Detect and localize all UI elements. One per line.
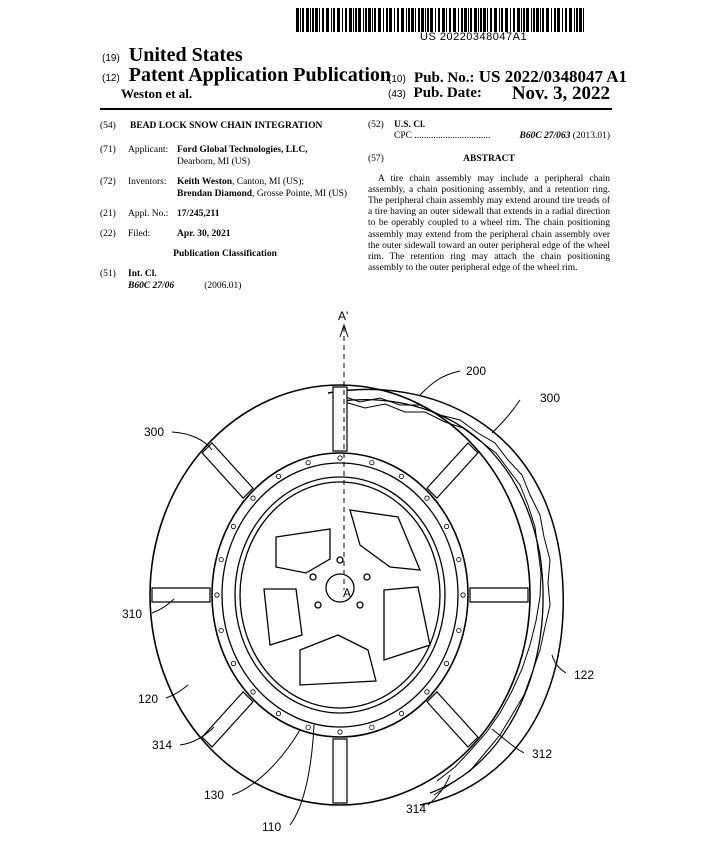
chain-positioning-spoke: [427, 443, 478, 498]
leader-312: [492, 729, 524, 753]
rim-bolt: [338, 730, 342, 734]
wheel-opening-top: [350, 510, 420, 570]
pub-number: US 2022/0348047 A1: [478, 67, 628, 86]
cpc-class: B60C 27/063: [519, 131, 571, 142]
axis-label-top: A': [338, 309, 349, 323]
rim-bolt: [251, 496, 255, 500]
pub-number-code: (10): [388, 74, 406, 85]
rim-bolt: [215, 593, 219, 597]
rim-bolt: [399, 711, 403, 715]
patent-title: BEAD LOCK SNOW CHAIN INTEGRATION: [130, 121, 323, 131]
pub-date-label: Pub. Date:: [413, 85, 482, 101]
barcode: [296, 8, 588, 32]
rim-bolt: [251, 690, 255, 694]
applicant-label: Applicant:: [128, 145, 169, 155]
bibliographic-fields: [100, 120, 350, 300]
wheel-opening-lowerleft: [264, 589, 302, 645]
cpc-year: (2013.01): [572, 131, 610, 142]
publication-classification-heading: Publication Classification: [173, 249, 277, 259]
rim-bolt: [219, 557, 223, 561]
ref-130: 130: [204, 788, 225, 802]
rim-inner-ring: [235, 477, 445, 713]
int-cl-year: (2006.01): [204, 281, 242, 291]
publication-type-code: (12): [102, 73, 120, 84]
us-cl-field: [368, 120, 610, 142]
country-name: United States: [128, 44, 243, 66]
lug-1: [337, 557, 343, 563]
ref-200: 200: [466, 364, 487, 378]
ref-312: 312: [532, 747, 553, 761]
rim-outer-ring: [212, 453, 468, 737]
chain-positioning-spoke: [202, 692, 253, 747]
applicant-code: (71): [100, 145, 116, 155]
axis-label-center: A: [343, 586, 352, 600]
int-cl-field: [100, 268, 350, 292]
rim-bolt: [306, 460, 310, 464]
lug-4: [315, 602, 321, 608]
inventor-2-location: , Grosse Pointe, MI (US): [252, 189, 348, 199]
patent-figure: [0, 305, 720, 843]
wheel-opening-bottom: [300, 635, 376, 685]
rim-bolt: [457, 628, 461, 632]
rim-inner-ring-2: [240, 482, 440, 708]
leader-200: [420, 371, 460, 395]
abstract-code: (57): [368, 154, 384, 165]
inventor-1-location: , Canton, MI (US);: [231, 177, 305, 187]
classification-and-abstract: [368, 120, 610, 274]
cpc-line: [394, 131, 610, 142]
us-cl-label: U.S. Cl.: [394, 120, 426, 130]
rim-bolt: [444, 524, 448, 528]
rim-bolt: [306, 725, 310, 729]
lug-3: [357, 602, 363, 608]
int-cl-label: Int. Cl.: [128, 269, 157, 279]
filed-date: Apr. 30, 2021: [177, 229, 231, 239]
rim-bolt: [461, 593, 465, 597]
chain-positioning-spoke: [427, 692, 478, 747]
appl-no-label: Appl. No.:: [128, 209, 169, 219]
ref-110: 110: [262, 820, 282, 834]
rim-bolt: [425, 496, 429, 500]
rim-bolt: [425, 690, 429, 694]
ref-314-left: 314: [152, 738, 173, 752]
chain-positioning-spoke: [333, 739, 347, 803]
pub-number-label: Pub. No.:: [414, 70, 475, 86]
ref-120: 120: [138, 692, 159, 706]
lug-5: [310, 574, 316, 580]
leader-300a: [492, 400, 520, 433]
rim-bolt: [219, 628, 223, 632]
rim-bolt: [276, 711, 280, 715]
ref-310: 310: [122, 607, 143, 621]
retention-ring: [222, 463, 458, 727]
abstract-heading: ABSTRACT: [463, 154, 515, 165]
applicant-field: [100, 144, 350, 168]
rim-bolt: [457, 557, 461, 561]
document-number: US 20220348047A1: [420, 31, 528, 43]
filed-field: [100, 228, 350, 240]
inventor-2-name: Brendan Diamond: [177, 189, 253, 199]
appl-no-code: (21): [100, 209, 116, 219]
wheel-opening-left: [276, 529, 330, 573]
inventor-1-name: Keith Weston: [177, 177, 232, 187]
inventor-short: Weston et al.: [121, 86, 193, 101]
int-cl-class: B60C 27/06: [128, 281, 175, 291]
chain-positioning-spoke: [470, 588, 528, 602]
title-field: [100, 120, 350, 132]
rim-bolt: [370, 725, 374, 729]
ref-300-left: 300: [144, 425, 165, 439]
chain-positioning-spoke: [333, 387, 347, 451]
rim-bolt: [231, 661, 235, 665]
rim-bolt: [276, 474, 280, 478]
applicant-name: Ford Global Technologies, LLC,: [177, 145, 308, 155]
wheel-opening-right: [384, 587, 430, 660]
pub-date-line: [388, 85, 610, 102]
publication-type-line: [102, 64, 391, 87]
ref-300-right: 300: [540, 391, 561, 405]
title-code: (54): [100, 121, 116, 131]
abstract-text: A tire chain assembly may include a peripheral chain assembly, a chain positioning assembly, and a retention ring. The peripheral chain assembly may extend around tire treads of a tire having an outer sidewall that extends in a radial direction to be operably coupled to a wheel rim. The chain positioning assembly may extend from the peripheral chain assembly over the outer sidewall toward an outer peripheral edge of the wheel rim. The retention ring may attach the chain positioning assembly to the outer peripheral edge of the wheel rim.: [368, 173, 610, 274]
rim-bolt: [399, 474, 403, 478]
pub-date: Nov. 3, 2022: [511, 83, 610, 104]
publication-type: Patent Application Publication: [128, 64, 392, 86]
rim-bolt: [338, 456, 342, 460]
ref-122: 122: [574, 668, 595, 682]
header-rule: [100, 108, 612, 110]
lug-2: [364, 574, 370, 580]
inventors-code: (72): [100, 177, 116, 187]
appl-no: 17/245,211: [177, 209, 220, 219]
chain-positioning-spoke: [152, 588, 210, 602]
rim-bolt: [370, 460, 374, 464]
country-code: (19): [102, 53, 120, 64]
inventors-label: Inventors:: [128, 177, 167, 187]
applicant-location: Dearborn, MI (US): [177, 157, 251, 167]
filed-code: (22): [100, 229, 116, 239]
pub-date-code: (43): [388, 89, 406, 100]
us-cl-code: (52): [368, 120, 384, 130]
cpc-label: CPC ................................: [394, 131, 491, 142]
inventors-field: [100, 176, 350, 200]
filed-label: Filed:: [128, 229, 151, 239]
int-cl-code: (51): [100, 269, 116, 279]
leader-130: [232, 730, 300, 795]
abstract-heading-line: [368, 154, 610, 165]
rim-bolt: [231, 524, 235, 528]
ref-314-bottom: 314: [406, 802, 427, 816]
appl-no-field: [100, 208, 350, 220]
chain-positioning-spoke: [202, 443, 253, 498]
rim-bolt: [444, 661, 448, 665]
